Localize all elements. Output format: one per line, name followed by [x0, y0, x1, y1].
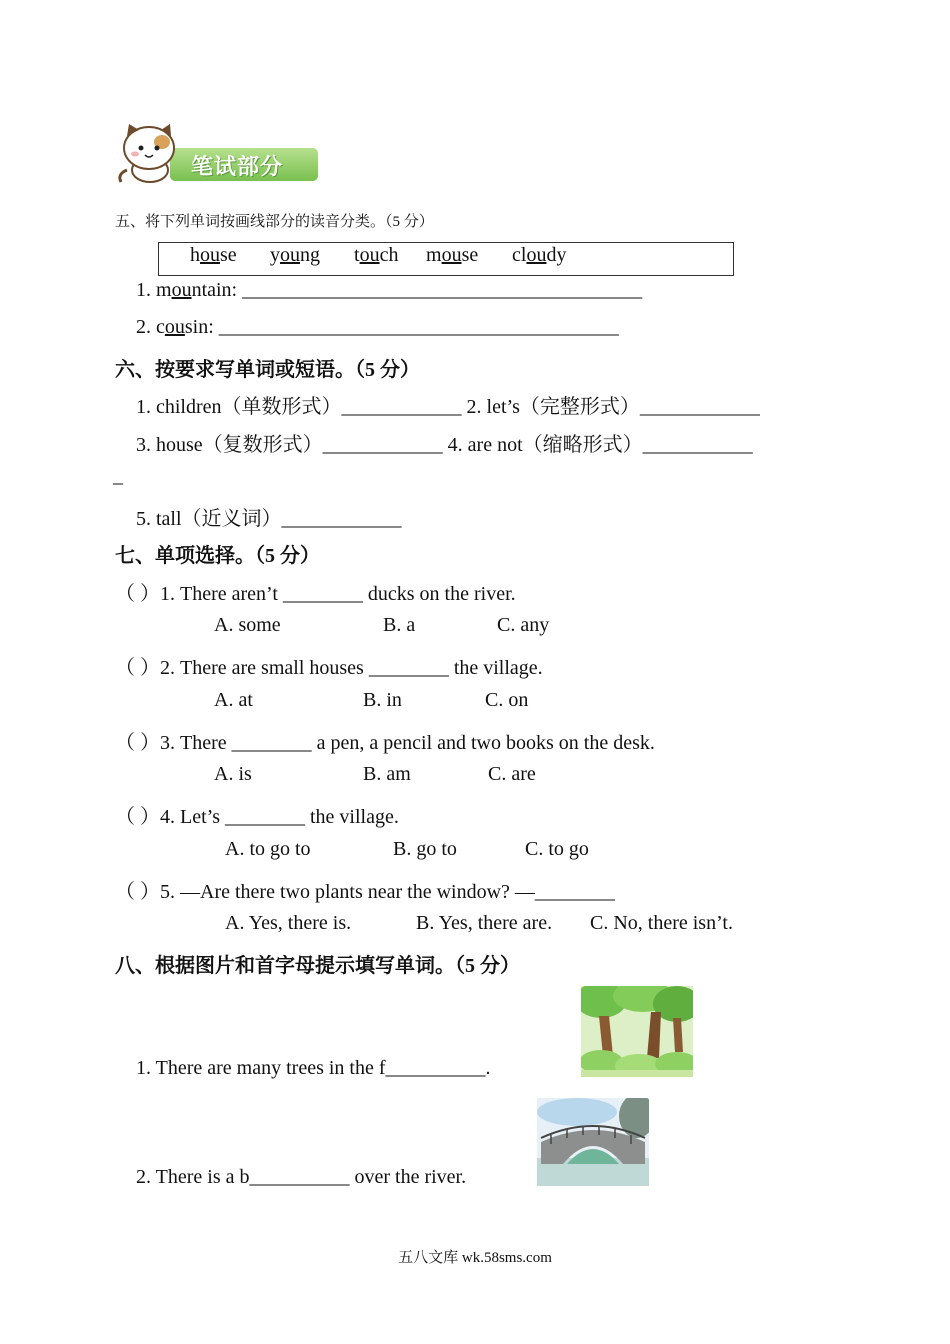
- option-a: A. is: [214, 763, 252, 785]
- word-young: young: [270, 244, 320, 266]
- section6-line-3: 5. tall（近义词）____________: [136, 508, 402, 530]
- option-b: B. am: [363, 763, 411, 785]
- option-c: C. on: [485, 689, 529, 711]
- option-c: C. to go: [525, 838, 589, 860]
- word-box: [158, 242, 734, 276]
- option-c: C. No, there isn’t.: [590, 912, 733, 934]
- section5-item-2: 2. cousin: ________________________________________: [136, 316, 619, 338]
- option-b: B. Yes, there are.: [416, 912, 553, 934]
- word-house: house: [190, 244, 237, 266]
- question-stem: （ ）3. There ________ a pen, a pencil and two books on the desk.: [115, 732, 655, 754]
- banner-title: 笔试部分: [191, 155, 284, 180]
- option-a: A. Yes, there is.: [225, 912, 352, 934]
- option-a: A. to go to: [225, 838, 311, 860]
- option-b: B. go to: [393, 838, 457, 860]
- section8-item-1: 1. There are many trees in the f__________.: [136, 1057, 491, 1079]
- option-b: B. a: [383, 614, 416, 636]
- section5-heading: 五、将下列单词按画线部分的读音分类。（5 分）: [115, 214, 434, 230]
- word-mouse: mouse: [426, 244, 479, 266]
- section6-line-overflow: _: [113, 465, 123, 487]
- section8-item-2: 2. There is a b__________ over the river.: [136, 1166, 467, 1188]
- question-stem: （ ）5. —Are there two plants near the window? —________: [115, 881, 615, 903]
- section6-line-2: 3. house（复数形式）____________ 4. are not（缩略形式）___________: [136, 434, 753, 456]
- footer-watermark: 五八文库 wk.58sms.com: [398, 1250, 552, 1266]
- section7-heading: 七、单项选择。（5 分）: [115, 545, 320, 567]
- word-touch: touch: [354, 244, 399, 266]
- option-c: C. any: [497, 614, 550, 636]
- bridge-picture: [537, 1098, 649, 1191]
- section6-line-1: 1. children（单数形式）____________ 2. let’s（完整形式）____________: [136, 396, 760, 418]
- option-a: A. at: [214, 689, 253, 711]
- word-cloudy: cloudy: [512, 244, 567, 266]
- option-a: A. some: [214, 614, 281, 636]
- option-b: B. in: [363, 689, 402, 711]
- section8-heading: 八、根据图片和首字母提示填写单词。（5 分）: [115, 955, 520, 977]
- question-stem: （ ）2. There are small houses ________ the village.: [115, 657, 543, 679]
- option-c: C. are: [488, 763, 536, 785]
- section5-item-1: 1. mountain: ________________________________________: [136, 279, 643, 301]
- question-stem: （ ）1. There aren’t ________ ducks on the river.: [115, 583, 516, 605]
- section-banner: [115, 122, 320, 186]
- question-stem: （ ）4. Let’s ________ the village.: [115, 806, 399, 828]
- section6-heading: 六、按要求写单词或短语。（5 分）: [115, 359, 420, 381]
- forest-picture: [581, 986, 693, 1082]
